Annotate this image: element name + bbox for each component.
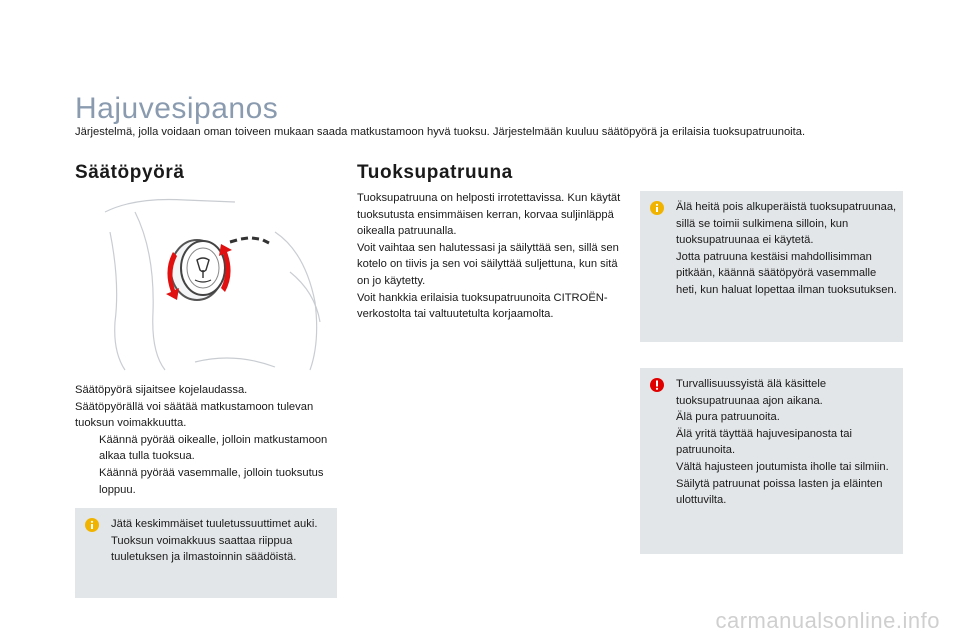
dial-description — [75, 382, 335, 498]
cartridge-para-2: Voit vaihtaa sen halutessasi ja säilyttää sen, sillä sen kotelo on tiivis ja sen voi säilyttää suljettuna, kun sitä on jo käytetty. — [357, 241, 619, 287]
warning-note-safety — [640, 368, 903, 554]
note-line: Tuoksun voimakkuus saattaa riippua tuuletuksen ja ilmastoinnin säädöistä. — [111, 534, 297, 564]
watermark: carmanualsonline.info — [715, 608, 940, 633]
warning-line: Turvallisuussyistä älä käsittele tuoksupatruunaa ajon aikana. — [676, 378, 827, 407]
note-line: Älä heitä pois alkuperäistä tuoksupatruunaa, sillä se toimii sulkimena silloin, kun tuoksupatruunaa ei käytetä. — [676, 201, 897, 247]
warning-line: Säilytä patruunat poissa lasten ja eläinten ulottuvilta. — [676, 477, 883, 507]
info-icon — [650, 201, 664, 215]
warning-line: Älä yritä täyttää hajuvesipanosta tai patruunoita. — [676, 427, 852, 457]
cartridge-description — [357, 190, 627, 323]
intro-text: Järjestelmä, jolla voidaan oman toiveen mukaan saada matkustamoon hyvä tuoksu. Järjestelmään kuuluu säätöpyörä ja erilaisia tuoksupatruunoita. — [75, 126, 806, 138]
dial-line-1: Säätöpyörä sijaitsee kojelaudassa. — [75, 384, 248, 396]
cartridge-para-3: Voit hankkia erilaisia tuoksupatruunoita CITROËN-verkostolta tai valtuutetulta korjaamolta. — [357, 291, 608, 321]
info-note-ventilation — [75, 508, 337, 598]
note-line: Jätä keskimmäiset tuuletussuuttimet auki. — [111, 518, 318, 530]
warning-icon — [650, 378, 664, 392]
section-heading-saatopyora: Säätöpyörä — [75, 162, 185, 183]
cartridge-para-1: Tuoksupatruuna on helposti irrotettavissa. Kun käytät tuoksutusta ensimmäisen kerran, korvaa suljinläppä oikealla patruunalla. — [357, 192, 621, 238]
bullet-item: Käännä pyörää vasemmalle, jolloin tuoksutus loppuu. — [99, 466, 324, 496]
bullet-item: Käännä pyörää oikealle, jolloin matkustamoon alkaa tulla tuoksua. — [99, 433, 328, 463]
page-title: Hajuvesipanos — [75, 92, 279, 125]
dial-line-2: Säätöpyörällä voi säätää matkustamoon tulevan tuoksun voimakkuutta. — [75, 400, 314, 430]
warning-line: Älä pura patruunoita. — [676, 411, 780, 424]
dial-scale — [230, 238, 269, 243]
section-heading-tuoksupatruuna: Tuoksupatruuna — [357, 162, 513, 183]
info-note-original-cartridge — [640, 191, 903, 342]
dial-knob — [171, 240, 225, 300]
note-line: Jotta patruuna kestäisi mahdollisimman pitkään, käännä säätöpyörä vasemmalle heti, kun haluat lopettaa ilman tuoksutuksen. — [676, 250, 897, 296]
dial-illustration — [75, 192, 335, 372]
info-icon — [85, 518, 99, 532]
warning-line: Vältä hajusteen joutumista iholle tai silmiin. — [676, 460, 889, 473]
